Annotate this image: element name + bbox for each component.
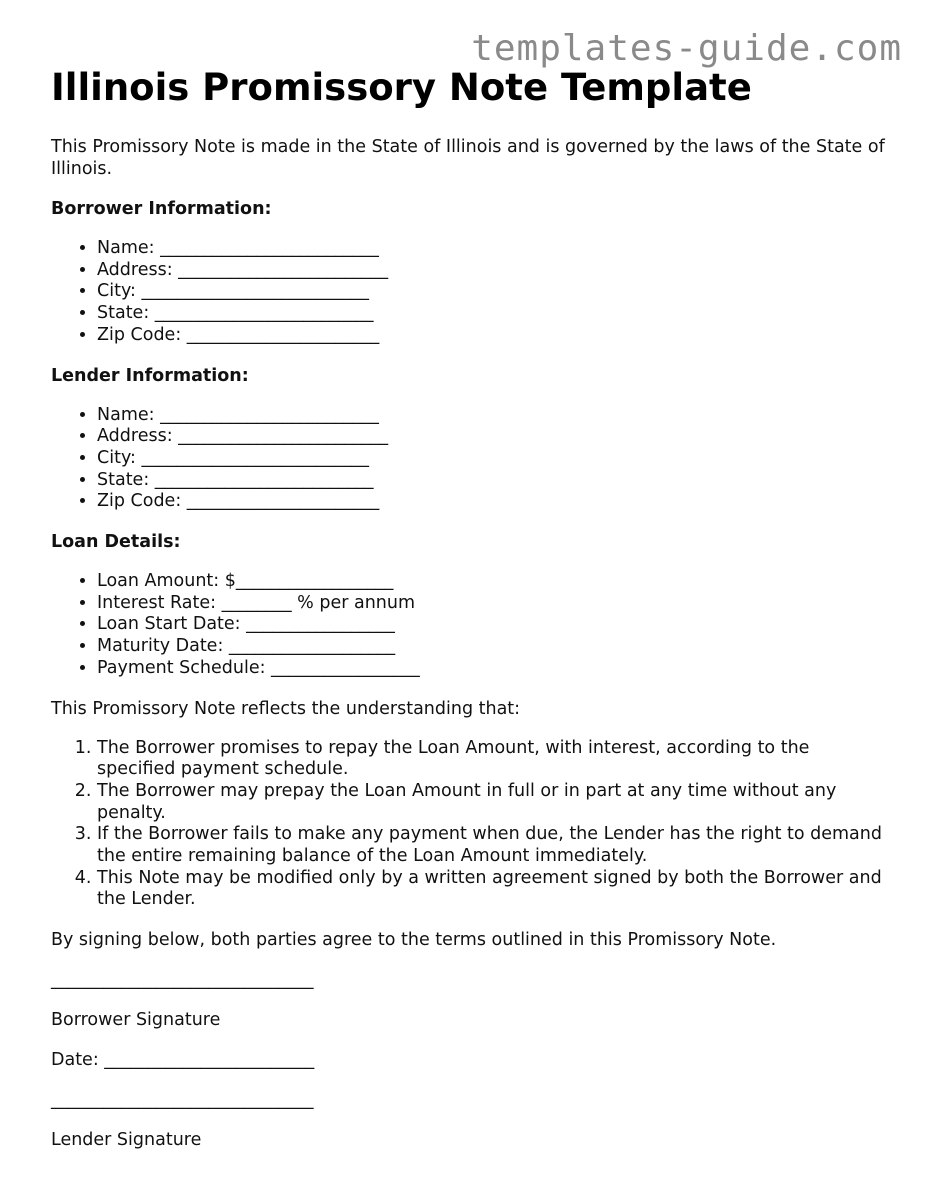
lender-name-field: • Name: _________________________ (97, 405, 891, 427)
agreement-paragraph: By signing below, both parties agree to the terms outlined in this Promissory Note. (51, 930, 777, 951)
loan-start-date-field: • Loan Start Date: _________________ (97, 614, 891, 636)
loan-heading: Loan Details: (51, 532, 181, 553)
borrower-zip-field: • Zip Code: ______________________ (97, 325, 891, 347)
borrower-address-field: • Address: ________________________ (97, 260, 891, 282)
lender-address-field: • Address: ________________________ (97, 426, 891, 448)
borrower-name-field: • Name: _________________________ (97, 238, 891, 260)
borrower-city-field: • City: __________________________ (97, 281, 891, 303)
lender-fields-list (51, 405, 891, 514)
page-title: Illinois Promissory Note Template (51, 66, 752, 109)
lender-zip-field: • Zip Code: ______________________ (97, 491, 891, 513)
term-item: 4. This Note may be modified only by a written agreement signed by both the Borrower and the Lender. (97, 868, 891, 911)
term-item: 2. The Borrower may prepay the Loan Amount in full or in part at any time without any penalty. (97, 781, 891, 824)
borrower-signature-line: ______________________________ (51, 970, 314, 991)
terms-list (51, 738, 891, 912)
loan-fields-list (51, 571, 891, 680)
lender-state-field: • State: _________________________ (97, 470, 891, 492)
lender-signature-label: Lender Signature (51, 1130, 202, 1151)
understanding-intro: This Promissory Note reflects the understanding that: (51, 698, 521, 719)
lender-heading: Lender Information: (51, 365, 249, 386)
loan-amount-field: • Loan Amount: $__________________ (97, 571, 891, 593)
borrower-heading: Borrower Information: (51, 199, 272, 219)
watermark: templates-guide.com (471, 28, 902, 69)
borrower-signature-label: Borrower Signature (51, 1010, 221, 1031)
term-item: 1. The Borrower promises to repay the Loan Amount, with interest, according to the specified payment schedule. (97, 738, 891, 781)
intro-paragraph: This Promissory Note is made in the State of Illinois and is governed by the laws of the State of Illinois. (51, 137, 885, 179)
lender-city-field: • City: __________________________ (97, 448, 891, 470)
document-body (51, 64, 891, 1169)
date-line: Date: ________________________ (51, 1050, 315, 1071)
maturity-date-field: • Maturity Date: ___________________ (97, 636, 891, 658)
lender-signature-line: ______________________________ (51, 1090, 314, 1111)
borrower-fields-list (51, 238, 891, 347)
term-item: 3. If the Borrower fails to make any payment when due, the Lender has the right to demand the entire remaining balance of the Loan Amount immediately. (97, 824, 891, 867)
payment-schedule-field: • Payment Schedule: _________________ (97, 658, 891, 680)
borrower-state-field: • State: _________________________ (97, 303, 891, 325)
interest-rate-field: • Interest Rate: ________ % per annum (97, 593, 891, 615)
